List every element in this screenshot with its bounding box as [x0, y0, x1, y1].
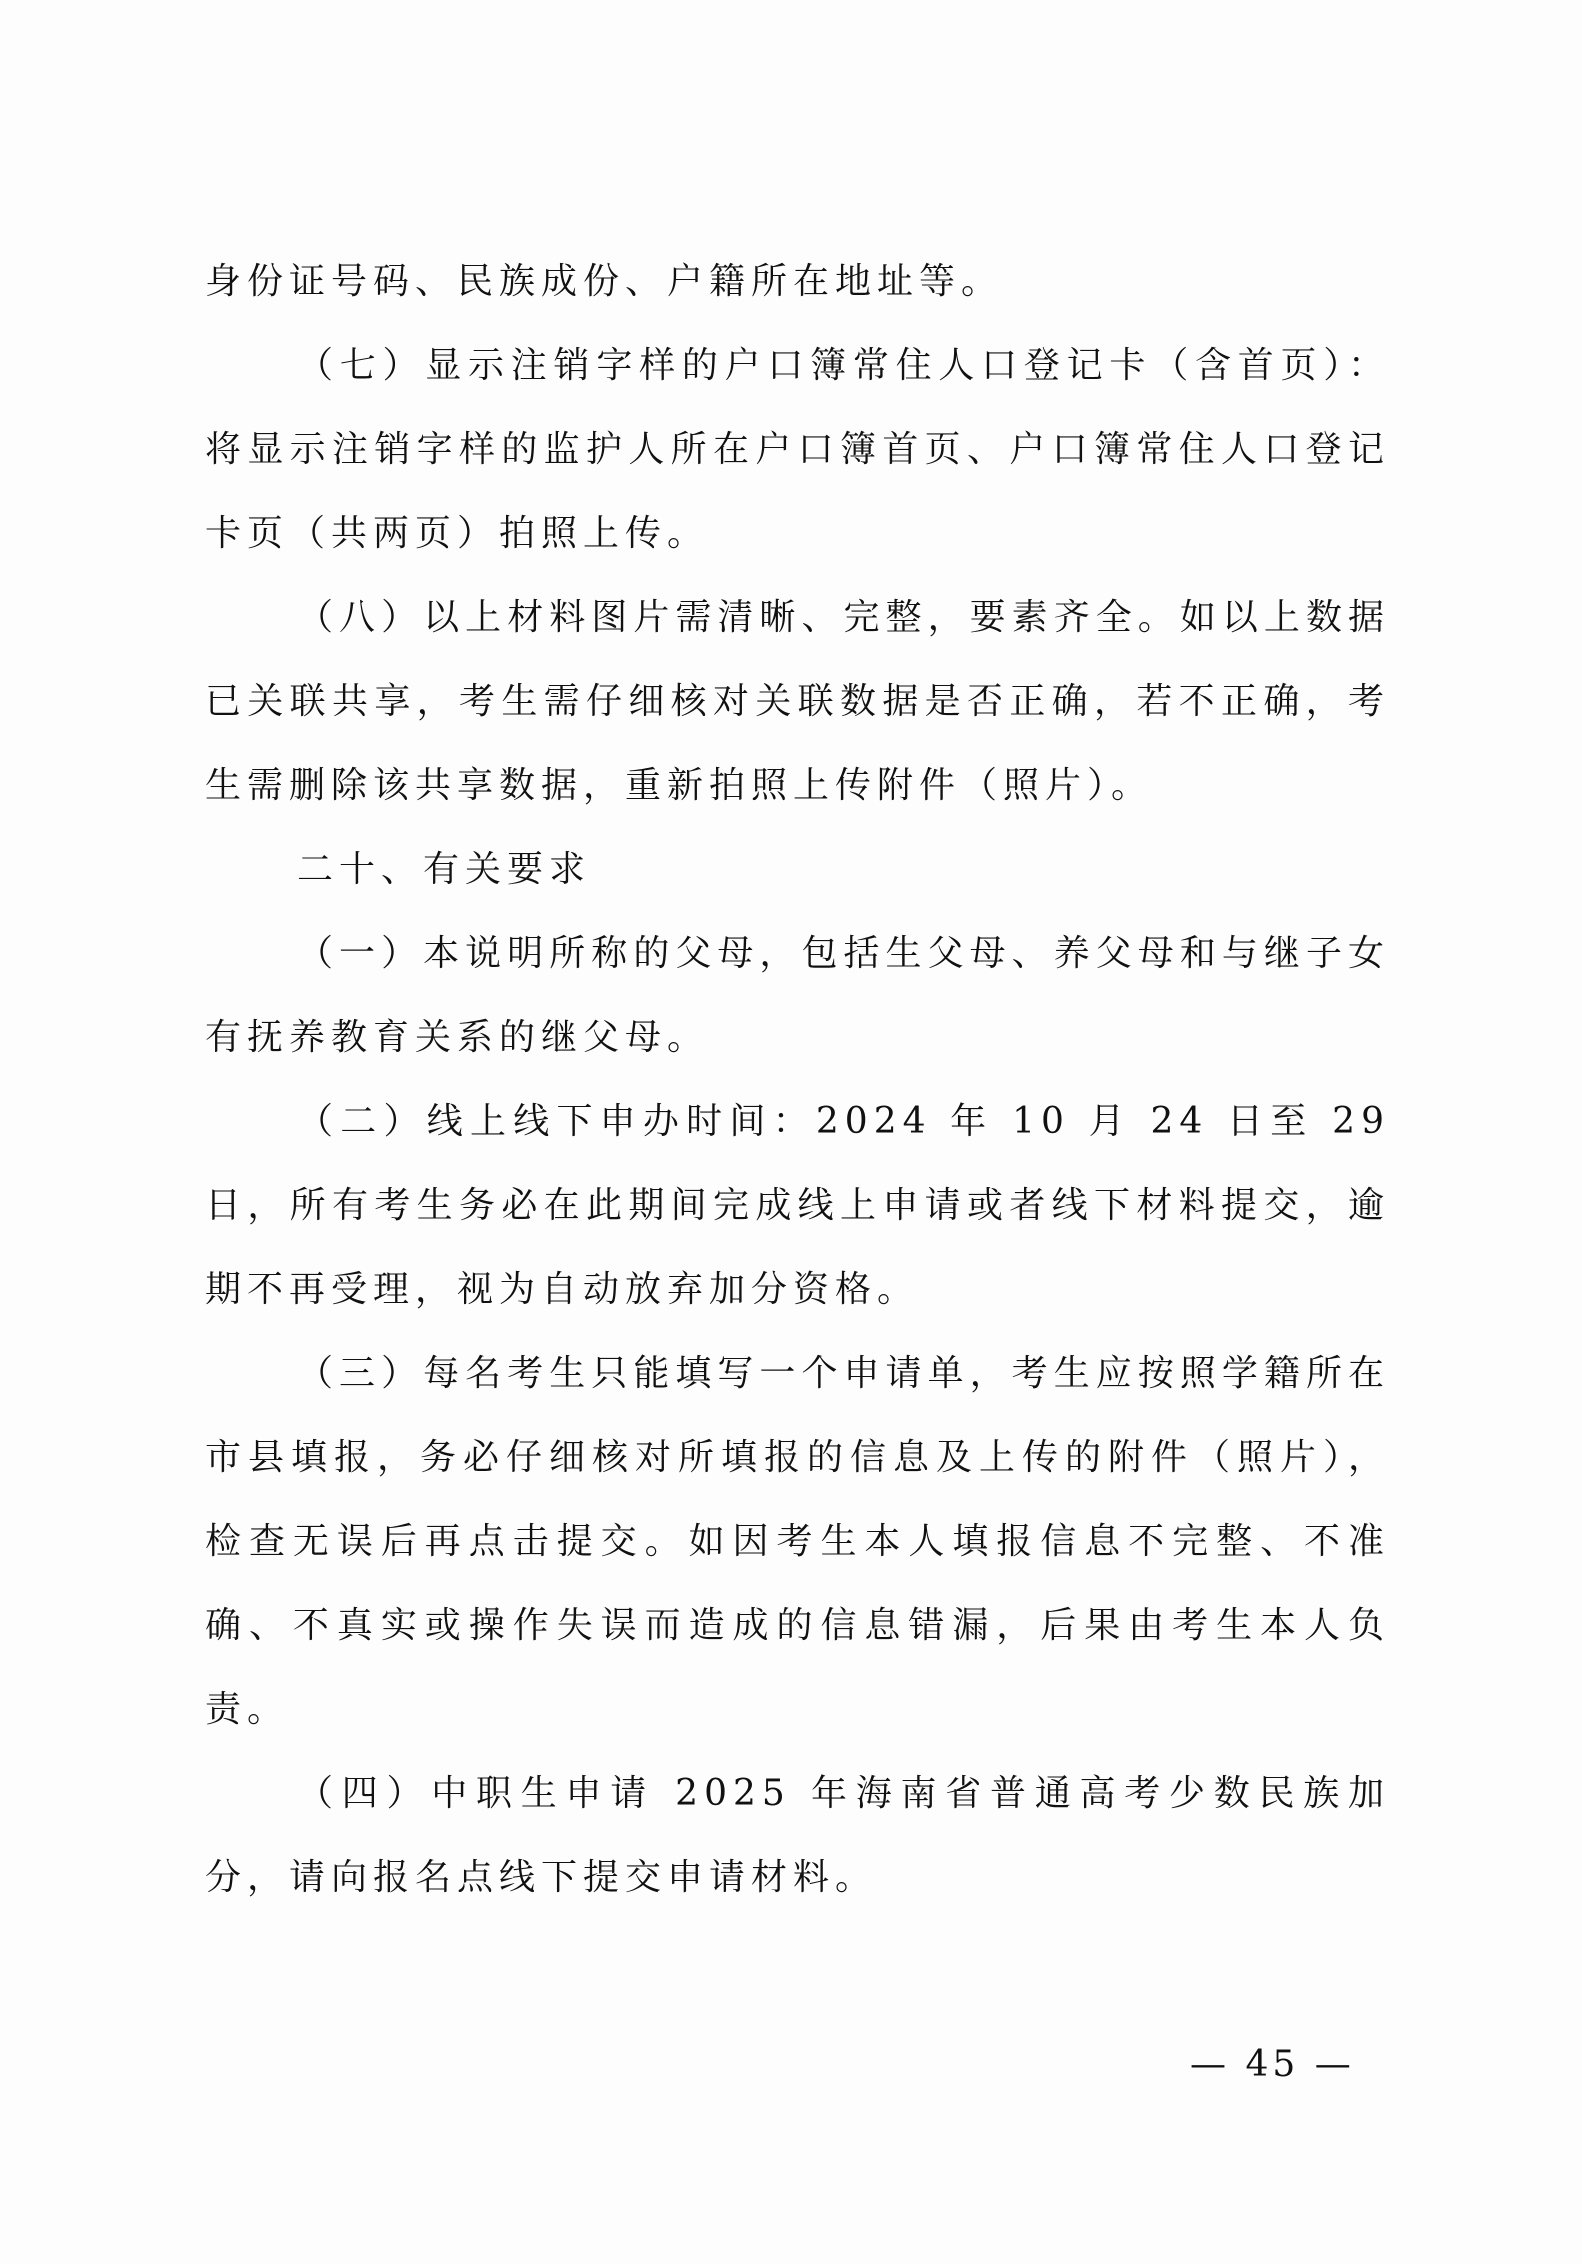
- paragraph-requirement-4: （四）中职生申请 2025 年海南省普通高考少数民族加分，请向报名点线下提交申请材料。: [205, 1773, 1390, 1898]
- paragraph-requirement-2: （二）线上线下申办时间：2024 年 10 月 24 日至 29 日，所有考生务必在此期间完成线上申请或者线下材料提交，逾期不再受理，视为自动放弃加分资格。: [205, 1101, 1390, 1310]
- section-heading-20: 二十、有关要求: [297, 849, 592, 890]
- page-number: — 45 —: [1190, 2044, 1355, 2085]
- document-body: [205, 240, 1390, 1920]
- paragraph-item-7: （七）显示注销字样的户口簿常住人口登记卡（含首页）：将显示注销字样的监护人所在户口簿首页、户口簿常住人口登记卡页（共两页）拍照上传。: [205, 345, 1390, 554]
- paragraph-continuation: 身份证号码、民族成份、户籍所在地址等。: [205, 261, 1004, 302]
- paragraph-requirement-3: （三）每名考生只能填写一个申请单，考生应按照学籍所在市县填报，务必仔细核对所填报的信息及上传的附件（照片），检查无误后再点击提交。如因考生本人填报信息不完整、不准确、不真实或操作失误而造成的信息错漏，后果由考生本人负责。: [205, 1353, 1390, 1730]
- paragraph-item-8: （八）以上材料图片需清晰、完整，要素齐全。如以上数据已关联共享，考生需仔细核对关联数据是否正确，若不正确，考生需删除该共享数据，重新拍照上传附件（照片）。: [205, 597, 1390, 806]
- paragraph-requirement-1: （一）本说明所称的父母，包括生父母、养父母和与继子女有抚养教育关系的继父母。: [205, 933, 1390, 1058]
